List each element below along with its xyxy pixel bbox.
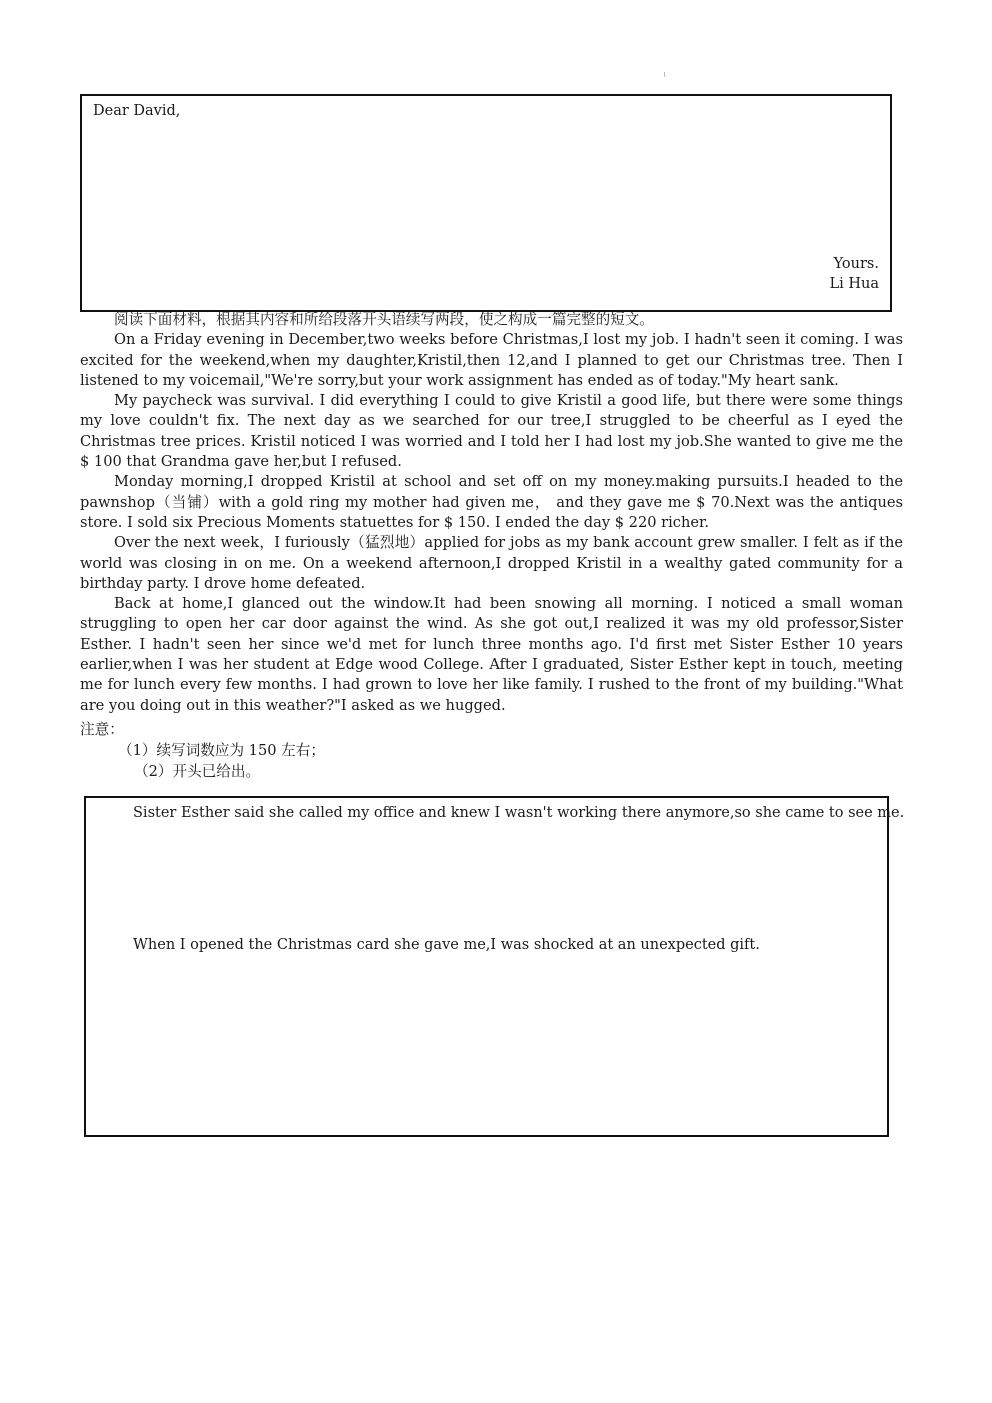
paragraph-opening-2: When I opened the Christmas card she gave me,I was shocked at an unexpected gift. (133, 937, 760, 953)
page-mark (664, 72, 665, 77)
reading-passage (80, 310, 903, 716)
task-instruction: 阅读下面材料，根据其内容和所给段落开头语续写两段，使之构成一篇完整的短文。 (114, 311, 654, 328)
paragraph: Monday morning,I dropped Kristil at school and set off on my money.making pursuits.I headed to the pawnshop（当铺）with a gold ring my mother had given me， and they gave me $ 70.Next was the antiques store. I sold six Precious Moments statuettes for $ 150. I ended the day $ 220 richer. (80, 473, 903, 531)
notes-section (80, 719, 325, 782)
letter-writing-box (80, 94, 892, 312)
paragraph-opening-1: Sister Esther said she called my office and knew I wasn't working there anymore,so she came to see me. (133, 805, 905, 821)
letter-closing-block (829, 254, 879, 294)
paragraph: On a Friday evening in December,two weeks before Christmas,I lost my job. I hadn't seen it coming. I was excited for the weekend,when my daughter,Kristil,then 12,and I planned to get our Christmas tree. Then I listened to my voicemail,"We're sorry,but your work assignment has ended as of today."My heart sank. (80, 331, 903, 389)
paragraph: My paycheck was survival. I did everything I could to give Kristil a good life, but there were some things my love couldn't fix. The next day as we searched for our tree,I struggled to be cheerful as I eyed the Christmas tree prices. Kristil noticed I was worried and I told her I had lost my job.She wanted to give me the $ 100 that Grandma gave her,but I refused. (80, 392, 903, 471)
letter-closing: Yours. (833, 256, 879, 272)
paragraph: Over the next week，I furiously（猛烈地）applied for jobs as my bank account grew smaller. I felt as if the world was closing in on me. On a weekend afternoon,I dropped Kristil in a wealthy gated community for a birthday party. I drove home defeated. (80, 534, 903, 592)
letter-greeting: Dear David, (93, 103, 181, 119)
letter-signature: Li Hua (829, 276, 879, 292)
continuation-writing-box (84, 796, 905, 1137)
paragraph: Back at home,I glanced out the window.It had been snowing all morning. I noticed a small woman struggling to open her car door against the wind. As she got out,I realized it was my old professor,Sister Esther. I hadn't seen her since we'd met for lunch three months ago. I'd first met Sister Esther 10 years earlier,when I was her student at Edge wood College. After I graduated, Sister Esther kept in touch, meeting me for lunch every few months. I had grown to love her like family. I rushed to the front of my building."What are you doing out in this weather?"I asked as we hugged. (80, 595, 903, 714)
note-item: （1）续写词数应为 150 左右； (118, 742, 325, 759)
notes-heading: 注意： (80, 721, 124, 738)
note-item: （2）开头已给出。 (134, 763, 261, 780)
